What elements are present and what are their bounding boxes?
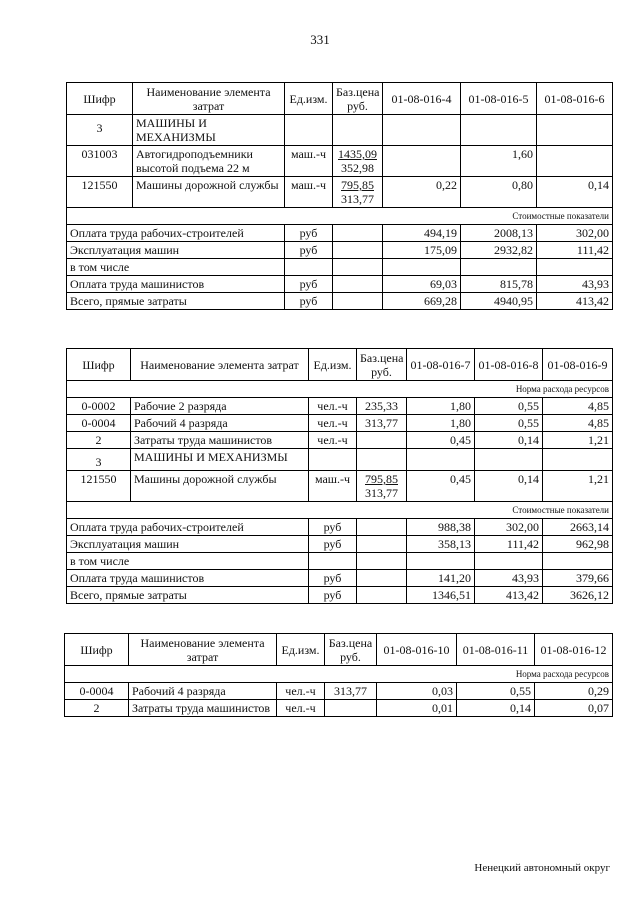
cost-value: 69,03 xyxy=(383,276,461,293)
price-bottom: 313,77 xyxy=(341,192,374,206)
section-label: Стоимостные показатели xyxy=(67,502,613,519)
cost-name: Оплата труда рабочих-строителей xyxy=(67,519,309,536)
header-norm-1: 01-08-016-4 xyxy=(383,83,461,115)
row-value: 0,01 xyxy=(377,700,457,717)
row-value: 0,07 xyxy=(535,700,613,717)
cost-unit: руб xyxy=(309,570,357,587)
cost-name: Эксплуатация машин xyxy=(67,536,309,553)
row-value: 1,60 xyxy=(461,146,537,177)
table-header-row xyxy=(65,634,613,666)
cost-value: 302,00 xyxy=(537,225,613,242)
cost-row xyxy=(67,570,613,587)
table-row xyxy=(67,146,613,177)
row-value: 1,80 xyxy=(407,398,475,415)
header-price: Баз.цена руб. xyxy=(325,634,377,666)
header-name: Наименование элемента затрат xyxy=(133,83,285,115)
cost-value: 43,93 xyxy=(537,276,613,293)
section-label: Стоимостные показатели xyxy=(67,208,613,225)
cost-unit: руб xyxy=(309,519,357,536)
footer-region: Ненецкий автономный округ xyxy=(474,862,610,874)
cost-unit: руб xyxy=(309,536,357,553)
row-value: 0,29 xyxy=(535,683,613,700)
table-row xyxy=(67,398,613,415)
row-value: 0,45 xyxy=(407,471,475,502)
resource-table-1 xyxy=(66,82,613,310)
cost-row xyxy=(67,293,613,310)
cost-row xyxy=(67,242,613,259)
group-code: 3 xyxy=(67,115,133,146)
row-unit: чел.-ч xyxy=(309,415,357,432)
header-code: Шифр xyxy=(67,83,133,115)
row-value: 0,14 xyxy=(475,471,543,502)
cost-name: Всего, прямые затраты xyxy=(67,587,309,604)
table-header-row xyxy=(67,349,613,381)
cost-value: 669,28 xyxy=(383,293,461,310)
row-price: 235,33 xyxy=(357,398,407,415)
cost-row xyxy=(67,259,613,276)
cost-value: 175,09 xyxy=(383,242,461,259)
row-name: Автогидроподъемники высотой подъема 22 м xyxy=(133,146,285,177)
cost-name: Эксплуатация машин xyxy=(67,242,285,259)
price-top: 1435,09 xyxy=(338,147,377,161)
cost-row xyxy=(67,519,613,536)
row-value: 1,80 xyxy=(407,415,475,432)
section-label: Норма расхода ресурсов xyxy=(67,381,613,398)
cost-value: 494,19 xyxy=(383,225,461,242)
table-header-row xyxy=(67,83,613,115)
cost-value: 358,13 xyxy=(407,536,475,553)
header-unit: Ед.изм. xyxy=(285,83,333,115)
header-price: Баз.цена руб. xyxy=(333,83,383,115)
row-value: 1,21 xyxy=(543,432,613,449)
price-top: 795,85 xyxy=(341,178,374,192)
row-value: 4,85 xyxy=(543,415,613,432)
price-top: 795,85 xyxy=(365,472,398,486)
row-price xyxy=(333,146,383,177)
cost-name: в том числе xyxy=(67,553,309,570)
row-value: 0,22 xyxy=(383,177,461,208)
row-value: 0,14 xyxy=(537,177,613,208)
row-unit: чел.-ч xyxy=(309,432,357,449)
cost-row xyxy=(67,225,613,242)
row-code: 121550 xyxy=(67,177,133,208)
row-name: Рабочие 2 разряда xyxy=(131,398,309,415)
header-norm-3: 01-08-016-6 xyxy=(537,83,613,115)
cost-value: 4940,95 xyxy=(461,293,537,310)
row-price xyxy=(357,471,407,502)
header-unit: Ед.изм. xyxy=(309,349,357,381)
table-row xyxy=(67,471,613,502)
cost-value: 413,42 xyxy=(475,587,543,604)
section-label-row xyxy=(67,381,613,398)
cost-unit: руб xyxy=(285,293,333,310)
row-value xyxy=(537,146,613,177)
group-row xyxy=(67,449,613,471)
cost-value: 2008,13 xyxy=(461,225,537,242)
row-name: Затраты труда машинистов xyxy=(131,432,309,449)
header-code: Шифр xyxy=(65,634,129,666)
row-value: 1,21 xyxy=(543,471,613,502)
header-norm-2: 01-08-016-11 xyxy=(457,634,535,666)
header-norm-2: 01-08-016-8 xyxy=(475,349,543,381)
cost-name: Оплата труда рабочих-строителей xyxy=(67,225,285,242)
cost-value: 3626,12 xyxy=(543,587,613,604)
group-code: 3 xyxy=(67,449,131,471)
page-number: 331 xyxy=(310,32,330,47)
table-row xyxy=(65,683,613,700)
row-price: 313,77 xyxy=(325,683,377,700)
header-norm-3: 01-08-016-9 xyxy=(543,349,613,381)
header-name: Наименование элемента затрат xyxy=(129,634,277,666)
group-title: МАШИНЫ И МЕХАНИЗМЫ xyxy=(131,449,309,471)
row-value: 0,55 xyxy=(475,415,543,432)
cost-name: Оплата труда машинистов xyxy=(67,276,285,293)
cost-value: 815,78 xyxy=(461,276,537,293)
row-code: 121550 xyxy=(67,471,131,502)
row-name: Машины дорожной службы xyxy=(131,471,309,502)
row-price xyxy=(325,700,377,717)
section-label-row xyxy=(65,666,613,683)
price-bottom: 352,98 xyxy=(341,161,374,175)
section-label-row xyxy=(67,208,613,225)
row-name: Машины дорожной службы xyxy=(133,177,285,208)
cost-value: 111,42 xyxy=(537,242,613,259)
cost-name: Оплата труда машинистов xyxy=(67,570,309,587)
row-value: 0,80 xyxy=(461,177,537,208)
group-title: МАШИНЫ И МЕХАНИЗМЫ xyxy=(133,115,285,146)
row-unit: чел.-ч xyxy=(277,683,325,700)
row-code: 2 xyxy=(67,432,131,449)
row-value xyxy=(383,146,461,177)
cost-value: 379,66 xyxy=(543,570,613,587)
cost-unit: руб xyxy=(285,276,333,293)
row-value: 0,45 xyxy=(407,432,475,449)
cost-unit: руб xyxy=(309,587,357,604)
cost-value: 111,42 xyxy=(475,536,543,553)
header-norm-1: 01-08-016-7 xyxy=(407,349,475,381)
cost-value: 962,98 xyxy=(543,536,613,553)
group-row xyxy=(67,115,613,146)
cost-value: 2932,82 xyxy=(461,242,537,259)
row-value: 0,55 xyxy=(475,398,543,415)
header-norm-2: 01-08-016-5 xyxy=(461,83,537,115)
table-row xyxy=(67,432,613,449)
header-code: Шифр xyxy=(67,349,131,381)
row-name: Рабочий 4 разряда xyxy=(131,415,309,432)
row-unit: чел.-ч xyxy=(309,398,357,415)
cost-row xyxy=(67,536,613,553)
table-row xyxy=(65,700,613,717)
row-price: 313,77 xyxy=(357,415,407,432)
header-norm-3: 01-08-016-12 xyxy=(535,634,613,666)
table-row xyxy=(67,177,613,208)
section-label-row xyxy=(67,502,613,519)
section-label: Норма расхода ресурсов xyxy=(65,666,613,683)
header-name: Наименование элемента затрат xyxy=(131,349,309,381)
cost-unit: руб xyxy=(285,242,333,259)
row-name: Затраты труда машинистов xyxy=(129,700,277,717)
cost-value: 988,38 xyxy=(407,519,475,536)
row-value: 0,03 xyxy=(377,683,457,700)
row-unit: маш.-ч xyxy=(285,177,333,208)
cost-name: Всего, прямые затраты xyxy=(67,293,285,310)
row-code: 031003 xyxy=(67,146,133,177)
cost-value: 302,00 xyxy=(475,519,543,536)
row-unit: маш.-ч xyxy=(285,146,333,177)
cost-row xyxy=(67,276,613,293)
resource-table-2 xyxy=(66,348,613,604)
row-code: 0-0002 xyxy=(67,398,131,415)
row-unit: маш.-ч xyxy=(309,471,357,502)
header-norm-1: 01-08-016-10 xyxy=(377,634,457,666)
row-unit: чел.-ч xyxy=(277,700,325,717)
row-value: 0,14 xyxy=(457,700,535,717)
cost-unit: руб xyxy=(285,225,333,242)
cost-value: 413,42 xyxy=(537,293,613,310)
cost-name: в том числе xyxy=(67,259,285,276)
row-code: 0-0004 xyxy=(67,415,131,432)
cost-value: 2663,14 xyxy=(543,519,613,536)
row-code: 2 xyxy=(65,700,129,717)
resource-table-3 xyxy=(64,633,613,717)
cost-value: 141,20 xyxy=(407,570,475,587)
row-value: 0,14 xyxy=(475,432,543,449)
table-row xyxy=(67,415,613,432)
cost-value: 1346,51 xyxy=(407,587,475,604)
cost-row xyxy=(67,587,613,604)
row-value: 4,85 xyxy=(543,398,613,415)
header-unit: Ед.изм. xyxy=(277,634,325,666)
row-name: Рабочий 4 разряда xyxy=(129,683,277,700)
row-price xyxy=(333,177,383,208)
row-value: 0,55 xyxy=(457,683,535,700)
cost-value: 43,93 xyxy=(475,570,543,587)
cost-row xyxy=(67,553,613,570)
header-price: Баз.цена руб. xyxy=(357,349,407,381)
price-bottom: 313,77 xyxy=(365,486,398,500)
row-code: 0-0004 xyxy=(65,683,129,700)
